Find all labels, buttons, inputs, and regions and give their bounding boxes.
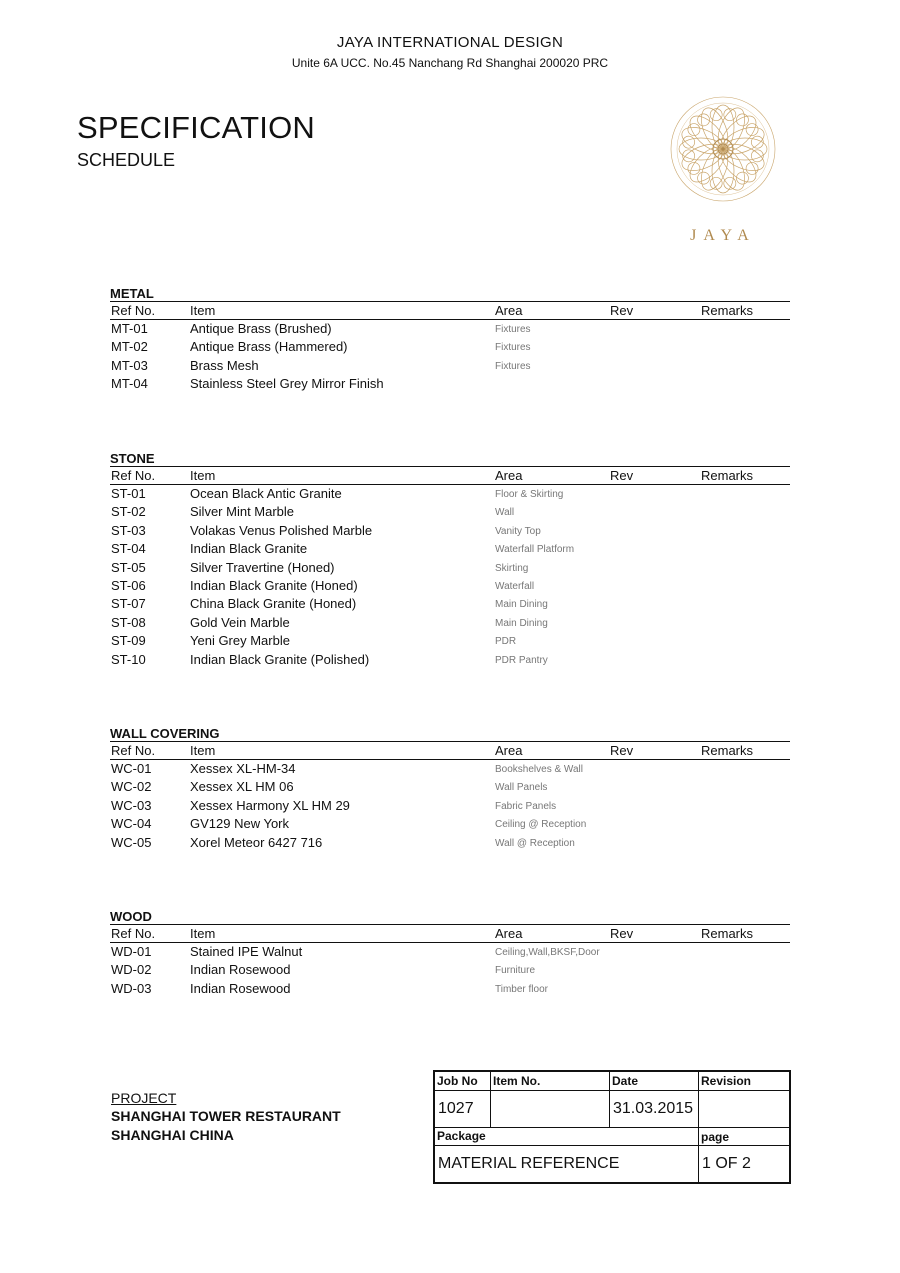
table-row [110, 595, 790, 613]
job-no-value: 1027 [438, 1100, 474, 1117]
header-remarks: Remarks [701, 926, 754, 941]
header-ref: Ref No. [111, 926, 156, 941]
row-item: Xessex XL HM 06 [190, 779, 294, 795]
row-ref: WD-03 [111, 980, 152, 996]
table-row [110, 485, 790, 503]
row-area: Timber floor [495, 983, 548, 995]
row-item: Stained IPE Walnut [190, 944, 303, 959]
row-item: Xorel Meteor 6427 716 [190, 834, 323, 850]
table-row [110, 815, 790, 833]
company-header [0, 34, 900, 70]
project-info [111, 1090, 341, 1145]
header-area: Area [495, 468, 523, 483]
row-item: Xessex Harmony XL HM 29 [190, 797, 350, 813]
logo-wordmark: JAYA [690, 227, 756, 244]
row-ref: ST-05 [111, 559, 146, 575]
table-header [110, 301, 790, 320]
header-ref: Ref No. [111, 468, 156, 483]
row-item: Indian Black Granite (Honed) [190, 577, 358, 593]
row-area: Skirting [495, 562, 529, 574]
row-area: Wall @ Reception [495, 837, 575, 849]
row-area: Floor & Skirting [495, 489, 564, 500]
row-ref: ST-06 [111, 577, 146, 593]
row-ref: ST-04 [111, 541, 146, 557]
table-row [110, 797, 790, 815]
table-row [110, 778, 790, 796]
table-header [110, 741, 790, 760]
table-row [110, 338, 790, 356]
row-ref: WD-01 [111, 944, 152, 959]
table-row [110, 943, 790, 961]
table-row [110, 834, 790, 852]
table-row [110, 760, 790, 778]
row-ref: ST-08 [111, 614, 146, 630]
header-area: Area [495, 926, 523, 941]
row-item: Silver Travertine (Honed) [190, 559, 335, 575]
table-header [110, 924, 790, 943]
section-title: STONE [110, 451, 155, 466]
row-item: Stainless Steel Grey Mirror Finish [190, 376, 384, 392]
header-rev: Rev [610, 926, 634, 941]
section-metal [110, 286, 790, 394]
row-item: Indian Rosewood [190, 980, 291, 996]
table-row [110, 540, 790, 558]
date-value: 31.03.2015 [613, 1100, 694, 1117]
table-row [110, 632, 790, 650]
row-item: Gold Vein Marble [190, 614, 290, 630]
row-area: Main Dining [495, 599, 548, 611]
row-item: Brass Mesh [190, 357, 259, 373]
row-area: PDR Pantry [495, 654, 548, 666]
section-wood [110, 909, 790, 998]
header-item: Item [190, 468, 216, 483]
table-row [110, 577, 790, 595]
project-location: SHANGHAI CHINA [111, 1127, 234, 1143]
row-area: Fixtures [495, 324, 531, 335]
project-name: SHANGHAI TOWER RESTAURANT [111, 1108, 341, 1124]
row-area: Ceiling,Wall,BKSF,Door [495, 947, 600, 958]
table-row [110, 375, 790, 393]
row-area: Fixtures [495, 360, 531, 372]
row-ref: WC-02 [111, 779, 152, 795]
header-rev: Rev [610, 468, 634, 483]
header-area: Area [495, 303, 523, 318]
table-row [110, 357, 790, 375]
row-item: Silver Mint Marble [190, 504, 295, 520]
table-header [110, 466, 790, 485]
row-ref: ST-02 [111, 504, 146, 520]
header-rev: Rev [610, 743, 634, 758]
row-item: Antique Brass (Brushed) [190, 321, 332, 336]
row-ref: WC-04 [111, 816, 152, 832]
row-ref: ST-01 [111, 486, 146, 501]
row-ref: MT-01 [111, 321, 148, 336]
document-subtitle: SCHEDULE [77, 150, 176, 170]
row-area: Wall Panels [495, 782, 548, 794]
package-value: MATERIAL REFERENCE [438, 1155, 620, 1172]
header-ref: Ref No. [111, 743, 156, 758]
company-address: Unite 6A UCC. No.45 Nanchang Rd Shanghai 200020 PRC [291, 56, 609, 70]
row-ref: ST-03 [111, 522, 146, 538]
section-stone [110, 451, 790, 669]
row-ref: MT-03 [111, 357, 148, 373]
section-title: WALL COVERING [110, 726, 220, 741]
header-rev: Rev [610, 303, 634, 318]
row-item: Indian Black Granite (Polished) [190, 651, 370, 667]
row-ref: MT-02 [111, 339, 148, 355]
row-area: Waterfall [495, 580, 535, 592]
header-area: Area [495, 743, 523, 758]
row-item: Xessex XL-HM-34 [190, 761, 296, 776]
row-ref: MT-04 [111, 376, 148, 392]
header-item: Item [190, 743, 216, 758]
table-row [110, 320, 790, 338]
table-row [110, 980, 790, 998]
company-name: JAYA INTERNATIONAL DESIGN [336, 34, 564, 51]
section-wall-covering [110, 726, 790, 852]
row-area: Furniture [495, 965, 536, 977]
header-remarks: Remarks [701, 303, 754, 318]
row-area: Main Dining [495, 617, 548, 629]
row-item: Antique Brass (Hammered) [190, 339, 348, 355]
header-item: Item [190, 926, 216, 941]
row-ref: WC-01 [111, 761, 152, 776]
section-title: METAL [110, 286, 154, 301]
row-item: GV129 New York [190, 816, 290, 832]
document-title: SPECIFICATION [77, 110, 315, 145]
row-area: Wall [495, 507, 515, 519]
revision-label: Revision [701, 1074, 752, 1088]
table-row [110, 961, 790, 979]
row-area: Bookshelves & Wall [495, 764, 583, 775]
table-row [110, 614, 790, 632]
row-item: Indian Rosewood [190, 962, 291, 978]
header-remarks: Remarks [701, 743, 754, 758]
row-ref: WD-02 [111, 962, 152, 978]
job-no-label: Job No [437, 1074, 478, 1088]
row-item: Yeni Grey Marble [190, 633, 290, 649]
table-row [110, 559, 790, 577]
row-area: Waterfall Platform [495, 544, 575, 556]
row-item: Ocean Black Antic Granite [190, 486, 342, 501]
package-label: Package [437, 1129, 486, 1143]
row-area: Vanity Top [495, 525, 541, 537]
row-item: China Black Granite (Honed) [190, 596, 357, 612]
table-row [110, 522, 790, 540]
title-block [433, 1070, 791, 1184]
row-item: Indian Black Granite [190, 541, 308, 557]
row-ref: WC-03 [111, 797, 152, 813]
row-ref: ST-09 [111, 633, 146, 649]
row-ref: ST-07 [111, 596, 146, 612]
header-item: Item [190, 303, 216, 318]
page-value: 1 OF 2 [702, 1155, 751, 1172]
table-row [110, 651, 790, 669]
row-ref: WC-05 [111, 834, 152, 850]
project-label: PROJECT [111, 1090, 177, 1106]
row-area: Ceiling @ Reception [495, 819, 587, 831]
section-title: WOOD [110, 909, 152, 924]
header-ref: Ref No. [111, 303, 156, 318]
row-area: Fabric Panels [495, 800, 557, 812]
date-label: Date [612, 1074, 639, 1088]
row-ref: ST-10 [111, 651, 146, 667]
row-area: PDR [495, 636, 517, 648]
page-label: page [701, 1130, 730, 1144]
table-row [110, 503, 790, 521]
header-remarks: Remarks [701, 468, 754, 483]
row-item: Volakas Venus Polished Marble [190, 522, 373, 538]
row-area: Fixtures [495, 342, 531, 354]
item-no-label: Item No. [493, 1074, 541, 1088]
jaya-mandala-logo-icon [668, 94, 778, 204]
